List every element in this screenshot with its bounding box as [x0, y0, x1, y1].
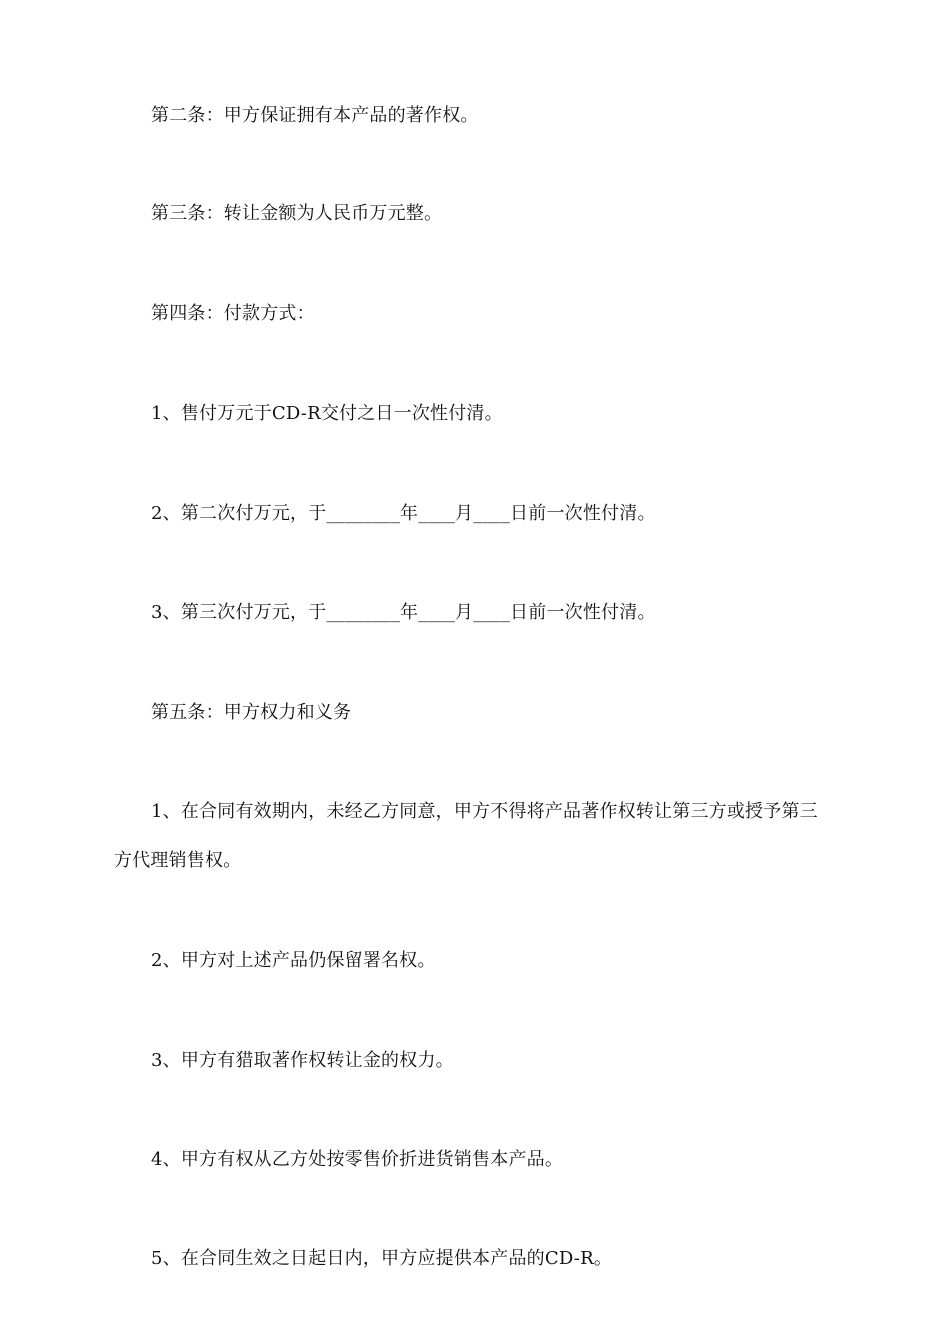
party-a-duty-1: 1、在合同有效期内，未经乙方同意，甲方不得将产品著作权转让第三方或授予第三方代理销售权。: [114, 801, 818, 871]
clause-2: 第二条：甲方保证拥有本产品的著作权。: [151, 105, 479, 126]
clause-5-heading: 第五条：甲方权力和义务: [151, 702, 352, 723]
party-a-duty-4: 4、甲方有权从乙方处按零售价折进货销售本产品。: [151, 1149, 564, 1170]
payment-item-3: 3、第三次付万元，于________年____月____日前一次性付清。: [151, 602, 656, 623]
payment-item-1: 1、售付万元于CD-R交付之日一次性付清。: [151, 403, 503, 424]
clause-4-heading: 第四条：付款方式：: [151, 303, 315, 324]
party-a-duty-2: 2、甲方对上述产品仍保留署名权。: [151, 950, 436, 971]
clause-3: 第三条：转让金额为人民币万元整。: [151, 203, 443, 224]
party-a-duty-5: 5、在合同生效之日起日内，甲方应提供本产品的CD-R。: [151, 1248, 613, 1269]
party-a-duty-3: 3、甲方有猎取著作权转让金的权力。: [151, 1050, 454, 1071]
payment-item-2: 2、第二次付万元，于________年____月____日前一次性付清。: [151, 503, 656, 524]
